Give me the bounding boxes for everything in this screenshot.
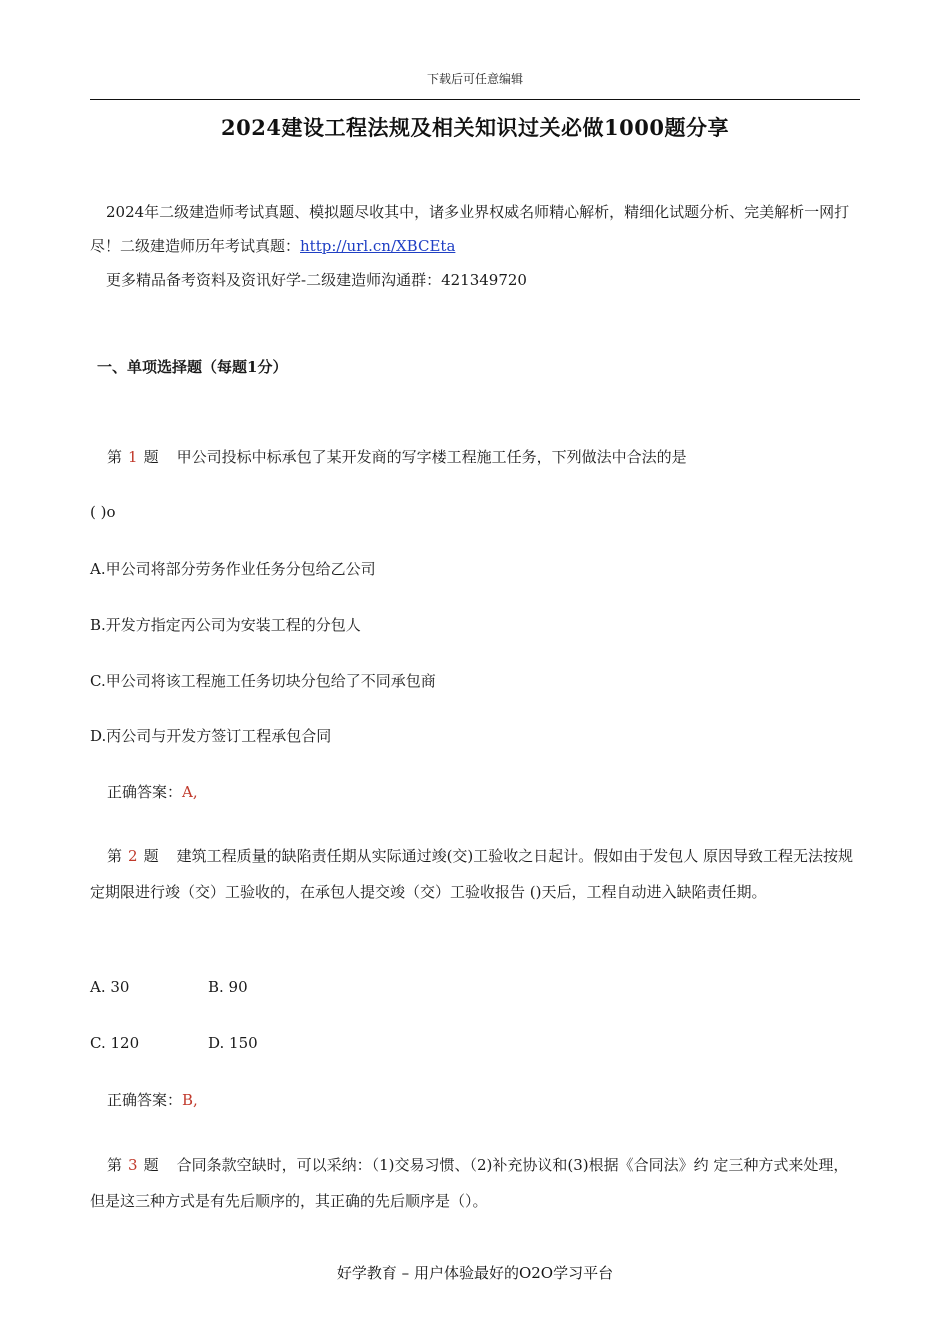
q1-option-d: D.丙公司与开发方签订工程承包合同 xyxy=(90,727,332,745)
question-prefix: 第 xyxy=(107,847,123,865)
header-divider xyxy=(90,99,860,100)
question-2-stem xyxy=(90,838,860,910)
answer-value: A, xyxy=(182,783,198,801)
question-prefix: 第 xyxy=(107,1156,123,1174)
question-suffix: 题 xyxy=(143,1156,159,1174)
question-text: 合同条款空缺时，可以采纳：（1)交易习惯、（2)补充协议和(3)根据《合同法》约 定三种方式来处理，但是这三种方式是有先后顺序的，其正确的先后顺序是（）。 xyxy=(90,1156,849,1210)
question-1-stem xyxy=(107,446,687,467)
question-suffix: 题 xyxy=(143,847,159,865)
question-number: 1 xyxy=(128,448,138,466)
intro-block xyxy=(90,195,860,297)
question-prefix: 第 xyxy=(107,448,123,466)
q1-answer xyxy=(107,781,198,802)
page-footer: 好学教育 – 用户体验最好的O2O学习平台 xyxy=(336,1264,614,1282)
q2-option-b: B. 90 xyxy=(208,978,248,996)
question-text: 甲公司投标中标承包了某开发商的写字楼工程施工任务，下列做法中合法的是 xyxy=(176,448,687,466)
answer-label: 正确答案： xyxy=(107,1091,183,1109)
q2-option-a: A. 30 xyxy=(90,978,130,996)
q1-option-b: B.开发方指定丙公司为安装工程的分包人 xyxy=(90,616,361,634)
header-note: 下载后可任意编辑 xyxy=(426,72,523,86)
answer-value: B, xyxy=(182,1091,198,1109)
answer-label: 正确答案： xyxy=(107,783,183,801)
section-heading: 一、单项选择题（每题1分） xyxy=(97,358,288,376)
intro-group-info: 更多精品备考资料及资讯好学-二级建造师沟通群：421349720 xyxy=(106,271,527,289)
question-text: 建筑工程质量的缺陷责任期从实际通过竣(交)工验收之日起计。假如由于发包人 原因导致工程无法按规定期限进行竣（交）工验收的，在承包人提交竣（交）工验收报告 ()天后，工程自动进入缺陷责任期。 xyxy=(90,847,854,901)
q1-option-a: A.甲公司将部分劳务作业任务分包给乙公司 xyxy=(90,560,376,578)
intro-paragraph xyxy=(90,195,860,263)
question-3-stem xyxy=(90,1147,860,1219)
question-number: 3 xyxy=(128,1156,138,1174)
intro-text: 2024年二级建造师考试真题、模拟题尽收其中，诸多业界权威名师精心解析，精细化试题分析、完美解析一网打尽！二级建造师历年考试真题： xyxy=(90,203,850,255)
q1-option-c: C.甲公司将该工程施工任务切块分包给了不同承包商 xyxy=(90,672,436,690)
q2-options-row-2 xyxy=(90,1034,390,1052)
q2-options-row-1 xyxy=(90,978,390,996)
question-suffix: 题 xyxy=(143,448,159,466)
q2-option-c: C. 120 xyxy=(90,1034,140,1052)
document-title: 2024建设工程法规及相关知识过关必做1000题分享 xyxy=(221,115,729,140)
q2-option-d: D. 150 xyxy=(208,1034,258,1052)
exam-link[interactable]: http://url.cn/XBCEta xyxy=(300,237,456,255)
question-1-stem-cont: ( )o xyxy=(90,503,116,521)
question-number: 2 xyxy=(128,847,138,865)
q2-answer xyxy=(107,1089,198,1110)
